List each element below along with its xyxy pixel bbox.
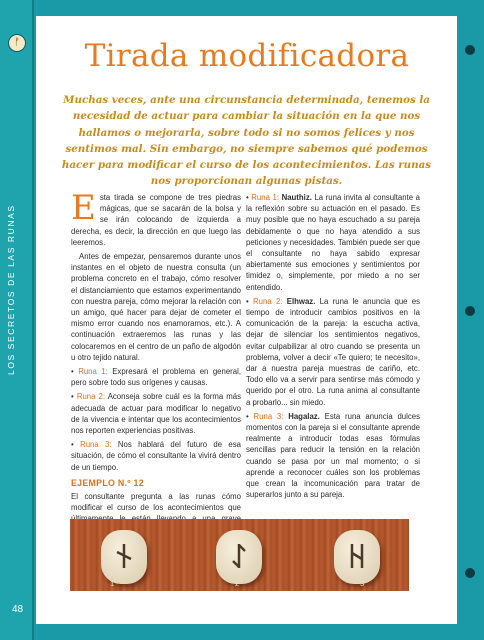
rune-label: Runa 2: — [253, 296, 283, 306]
stone-number: 3 — [360, 579, 365, 588]
example-heading: EJEMPLO N.º 12 — [71, 477, 144, 488]
rune-label: Runa 1: — [251, 193, 279, 202]
page-title: Tirada modificadora — [84, 38, 410, 74]
rune-label: Runa 1: — [78, 367, 108, 377]
eihwaz-rune-icon — [229, 542, 249, 570]
column-left — [71, 188, 242, 539]
rune-text: Nos hablará del futuro de esa situación, de cómo el consultante la vivirá dentro de un tiempo. — [71, 440, 242, 472]
hagalaz-rune-icon — [347, 542, 367, 570]
rune-label: Runa 3: — [80, 440, 112, 450]
binder-hole — [465, 45, 475, 55]
example-text: El consultante pregunta a las runas cómo modificar el curso de los acontecimientos que — [71, 492, 241, 513]
rune-item-2: • Runa 2: Aconseja sobre cuál es la forma más adecuada de actuar para modificar lo negativo de la vivencia e intentar que los acontecimientos nos reporten experiencias positivas. — [71, 392, 241, 436]
rune-text: La runa invita al consultante a la reflexión sobre su actuación en el pasado. Es muy posible que no haya escuchado a su pareja debidamente o que no haya atendido a sus peticiones y necesidades. También puede ser que el consultante no haya sabido expresar abiertamente sus emociones y sentimientos por timidez o, simplemente, por miedo a no ser entendido. — [246, 193, 420, 292]
rune-text: Esta runa anuncia dulces momentos con la pareja si el consultante aprende realmente a introducir todas esas fórmulas sencillas para reducir la tensión en la relación cuando se pasa por un mal momento; o si aprende a reconocer cuáles son los problemas que crean la incomunicación para tratar de superarlos junto a su pareja. — [246, 411, 421, 500]
section-title: LOS SECRETOS DE LAS RUNAS — [6, 204, 16, 376]
rune-item-1: • Runa 1: Nauthiz. La runa invita al consultante a la reflexión sobre su actuación en el pasado. Es muy posible que no haya escuchado a su pareja debidamente o que no haya atendido a sus peticiones y necesidades. También puede ser que el consultante no haya sabido expresar abiertamente sus emociones y sentimientos por timidez o, simplemente, por miedo a no ser entendido. — [246, 193, 420, 292]
nauthiz-rune-icon — [114, 542, 134, 570]
paragraph: Antes de empezar, pensaremos durante unos instantes en el objeto de nuestra consulta (un problema concreto en el trabajo, cómo resolver el distanciamiento que estamos experimentando con nuestra pareja, cómo mejorar la relación con un amigo, qué hacer para dejar de cometer el mismo error cuando nos enamoramos, etc.). A continuación extraeremos las runas y las colocaremos en el centro de un paño de algodón u otro tejido natural. — [71, 252, 241, 362]
rune-stone-3 — [334, 530, 380, 584]
rune-name: Elhwaz. — [286, 296, 316, 306]
rune-item-3: • Runa 3: Nos hablará del futuro de esa situación, de cómo el consultante la vivirá dentro de un tiempo. — [71, 440, 242, 472]
rune-label: Runa 3: — [253, 411, 284, 421]
binder-hole — [465, 306, 475, 316]
rune-stone-1 — [101, 530, 147, 584]
paragraph-text: sta tirada se compone de tres piedras mágicas, que se sacarán de la bolsa y se irán colocando de izquierda a derecha, es decir, la dirección en que luego las leeremos. — [71, 193, 241, 247]
drop-cap: E — [71, 188, 96, 228]
rune-item-1: • Runa 1: Expresará el problema en general, pero sobre todo sus orígenes y causas. — [71, 367, 241, 388]
runes-photo — [70, 519, 409, 591]
rune-label: Runa 2: — [76, 392, 106, 402]
rune-item-2: • Runa 2: Elhwaz. La runa le anuncia que es tiempo de introducir cambios positivos en la comunicación de la pareja: la escucha activa, dejar de silenciar los sentimientos negativos, evitar culpabilizar al otro cuando se presenta un problema, volver a decir «Te quiero; te necesito», dar a nuestra pareja muestras de cariño, etc. Todo ello va a servir para sentirse más cómodo y querido por el otro. La runa anima al consultante a probarlo... sin miedo. — [246, 296, 421, 407]
rune-text: Aconseja sobre cuál es la forma más adecuada de actuar para modificar lo negativo de la vivencia e intentar que los acontecimientos nos reporten experiencias positivas. — [71, 392, 241, 436]
intro-text: Muchas veces, ante una circunstancia determinada, tenemos la necesidad de actuar para cambiar la situación en la que nos hallamos o mejorarla, sobre todo si no somos felices y nos sentimos mal. Sin embargo, no siempre sabemos qué podemos hacer para modificar el curso de los acontecimientos. Las runas nos proporcionan algunas pistas. — [61, 94, 432, 188]
column-right — [246, 192, 420, 503]
stone-number: 1 — [110, 579, 115, 588]
rune-text: La runa le anuncia que es tiempo de introducir cambios positivos en la comunicación de la pareja: la escucha activa, dejar de silenciar los sentimientos negativos, evitar culpabilizar al otro cuando se presenta un problema, volver a decir «Te quiero; te necesito», dar a nuestra pareja muestras de cariño, etc. Todo ello va a servir para sentirse más cómodo y querido por el otro. La runa anima al consultante a probarlo... sin miedo. — [246, 296, 421, 407]
rune-name: Nauthiz. — [281, 193, 312, 202]
rune-name: Hagalaz. — [288, 411, 320, 421]
binder-hole — [465, 568, 475, 578]
paragraph — [71, 188, 241, 248]
rune-text: Expresará el problema en general, pero sobre todo sus orígenes y causas. — [71, 367, 241, 388]
sidebar-divider — [32, 0, 34, 640]
page-number: 48 — [12, 604, 24, 615]
rune-medallion-icon: ᚠ — [8, 34, 26, 52]
rune-item-3: • Runa 3: Hagalaz. Esta runa anuncia dulces momentos con la pareja si el consultante aprende realmente a introducir todas esas fórmulas sencillas para reducir la tensión en la relación cuando se pasa por un mal momento; o si aprende a reconocer cuáles son los problemas que crean la incomunicación para tratar de superarlos junto a su pareja. — [246, 411, 421, 500]
stone-number: 2 — [235, 579, 240, 588]
rune-stone-2 — [216, 530, 262, 584]
